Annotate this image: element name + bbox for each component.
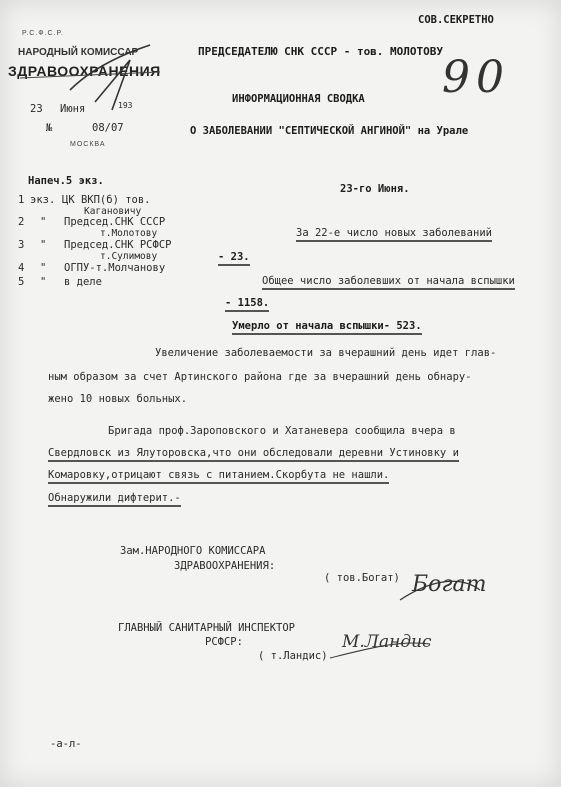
number-label: №: [46, 122, 53, 134]
distribution-row-to: в деле: [64, 276, 102, 288]
new-cases-label: За 22-е число новых заболеваний: [296, 227, 492, 242]
distribution-row-num: 4: [18, 262, 25, 274]
distribution-row-num: 3: [18, 239, 25, 251]
distribution-row-mark: ": [40, 276, 47, 288]
date-line: 23-го Июня.: [340, 183, 410, 195]
distribution-row-num: 1: [18, 194, 25, 206]
date-month: Июня: [60, 103, 86, 115]
total-cases-value: - 1158.: [225, 297, 269, 312]
distribution-header: Напеч.5 экз.: [28, 175, 104, 187]
distribution-row-mark: ": [40, 239, 47, 251]
deputy-title: Зам.НАРОДНОГО КОМИССАРА: [120, 545, 266, 557]
typist-mark: -а-л-: [50, 738, 82, 750]
deaths-line: Умерло от начала вспышки- 523.: [232, 320, 422, 335]
body-line: жено 10 новых больных.: [48, 393, 188, 405]
republic-label: Р.С.Ф.С.Р.: [22, 30, 64, 37]
distribution-row-num: 5: [18, 276, 25, 288]
distribution-row-name: Кагановичу: [84, 206, 142, 217]
distribution-row-num: 2: [18, 216, 25, 228]
body-line: Увеличение заболеваемости за вчерашний день идет глав-: [155, 347, 497, 359]
classification-stamp: СОВ.СЕКРЕТНО: [418, 14, 494, 26]
distribution-row-to: Председ.СНК РСФСР: [64, 239, 172, 251]
document-number: 08/07: [92, 122, 124, 134]
distribution-row-to: ОГПУ-т.Молчанову: [64, 262, 166, 274]
inspector-signature: М.Ландис: [342, 632, 432, 652]
new-cases-value: - 23.: [218, 251, 250, 266]
addressee: ПРЕДСЕДАТЕЛЮ СНК СССР - тов. МОЛОТОВУ: [198, 45, 444, 58]
total-cases-label: Общее число заболевших от начала вспышки: [262, 275, 515, 290]
distribution-row-mark: экз.: [30, 194, 56, 206]
deputy-name: ( тов.Богат): [324, 572, 400, 584]
inspector-name: ( т.Ландис): [258, 650, 328, 662]
deputy-title-2: ЗДРАВООХРАНЕНИЯ:: [174, 560, 276, 572]
page-number: 90: [442, 52, 510, 103]
inspector-title: ГЛАВНЫЙ САНИТАРНЫЙ ИНСПЕКТОР: [118, 622, 296, 634]
body-line: Бригада проф.Зароповского и Хатаневера сообщила вчера в: [108, 425, 456, 437]
commissariat-label: НАРОДНЫЙ КОМИССАР: [18, 47, 139, 58]
city-label: МОСКВА: [70, 141, 106, 148]
body-line: Свердловск из Ялуторовска,что они обследовали деревни Устиновку и: [48, 447, 459, 462]
date-year: 193: [118, 101, 133, 110]
deputy-signature: Богат: [412, 572, 487, 597]
body-line: Комаровку,отрицают связь с питанием.Скорбута не нашли.: [48, 469, 389, 484]
distribution-row-mark: ": [40, 216, 47, 228]
date-day: 23: [30, 103, 43, 115]
distribution-row-to: Председ.СНК СССР: [64, 216, 166, 228]
ministry-label: ЗДРАВООХРАНЕНИЯ: [8, 63, 161, 79]
body-line: Обнаружили дифтерит.-: [48, 492, 181, 507]
report-title: ИНФОРМАЦИОННАЯ СВОДКА: [232, 93, 365, 105]
distribution-row-mark: ": [40, 262, 47, 274]
distribution-row-name: т.Молотову: [100, 228, 158, 239]
report-subject: О ЗАБОЛЕВАНИИ "СЕПТИЧЕСКОЙ АНГИНОЙ" на Урале: [190, 125, 469, 137]
distribution-row-name: т.Сулимову: [100, 251, 158, 262]
inspector-title-2: РСФСР:: [205, 636, 243, 648]
distribution-row-to: ЦК ВКП(б) тов.: [62, 194, 151, 206]
body-line: ным образом за счет Артинского района где за вчерашний день обнару-: [48, 371, 472, 383]
